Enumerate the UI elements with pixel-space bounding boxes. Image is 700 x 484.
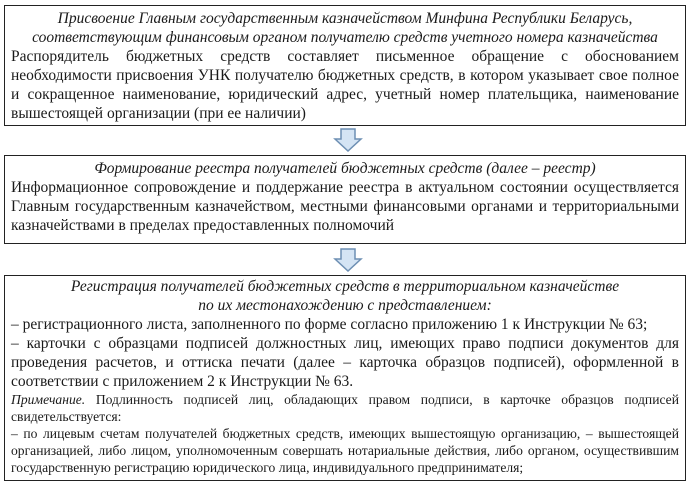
step-box-unk-assignment [4,5,686,126]
box1-heading-line2: соответствующим финансовым органом получателю средств учетного номера казначейства [32,29,658,46]
step-box-recipient-registration [4,275,686,481]
box3-item-registration-sheet: – регистрационного листа, заполненного по форме согласно приложению 1 к Инструкции № 63; [11,316,648,333]
note-label: Примечание. [11,392,86,407]
box1-heading-line1: Присвоение Главным государственным казначейством Минфина Республики Беларусь, [57,10,633,27]
box3-item-signature-card: – карточки с образцами подписей должностных лиц, имеющих право подписи документов для проведения расчетов, и оттиска печати (далее – карточка образцов подписей), оформленной в соответствии с приложением 2 к Инструкции № 63. [11,335,679,390]
box2-text: Информационное сопровождение и поддержание реестра в актуальном состоянии осуществляется Главным государственным казначейством, местными финансовыми органами и территориальными казначействами в пределах предоставленных полномочий [11,179,679,234]
down-arrow-icon [333,128,363,152]
box3-note [11,391,679,425]
note-text: Подлинность подписей лиц, обладающих правом подписи, в карточке образцов подписей свидетельствуется: [11,392,679,424]
step-box-registry-formation [4,155,686,244]
box3-heading-line1: Регистрация получателей бюджетных средств в территориальном казначействе [70,278,620,295]
box2-heading: Формирование реестра получателей бюджетных средств (далее – реестр) [94,160,596,177]
down-arrow-icon [333,248,363,272]
box1-text: Распорядитель бюджетных средств составляет письменное обращение с обоснованием необходимости присвоения УНК получателю бюджетных средств, в котором указывает свое полное и сокращенное наименование, юридический адрес, учетный номер плательщика, наименование вышестоящей организации (при ее наличии) [11,48,679,122]
box3-heading-line2: по их местонахождению с представлением: [198,297,492,314]
box3-note-item: – по лицевым счетам получателей бюджетных средств, имеющих вышестоящую организацию, – вышестоящей организацией, либо лицом, уполномоченным совершать нотариальные действия, либо органом, осуществившим государственную регистрацию юридического лица, индивидуального предпринимателя; [11,426,679,475]
